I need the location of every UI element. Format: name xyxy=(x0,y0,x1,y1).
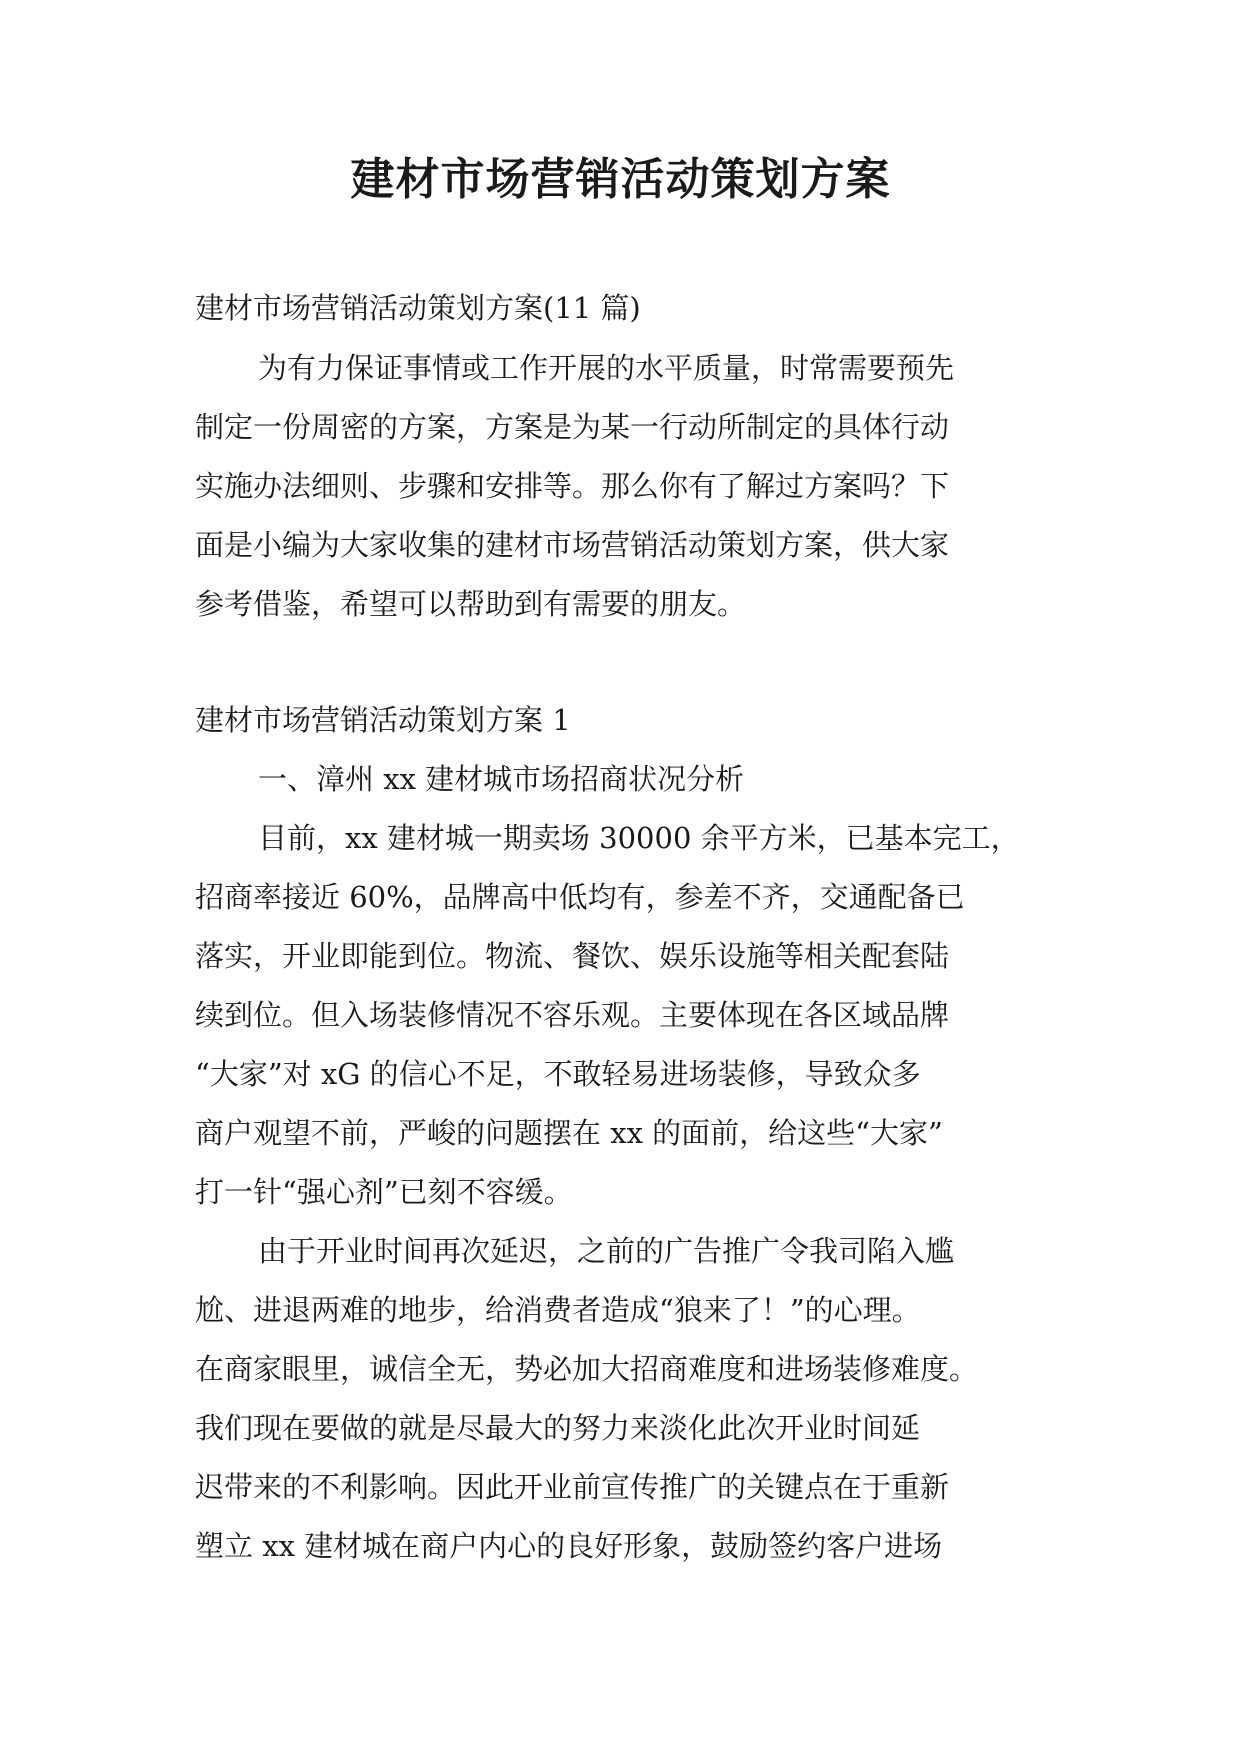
para1-line-4: 续到位。但入场装修情况不容乐观。主要体现在各区域品牌 xyxy=(195,998,950,1032)
para2-line-5: 迟带来的不利影响。因此开业前宣传推广的关键点在于重新 xyxy=(195,1470,950,1504)
para2-line-3: 在商家眼里，诚信全无，势必加大招商难度和进场装修难度。 xyxy=(195,1352,979,1386)
para1-line-5: “大家”对 xG 的信心不足，不敢轻易进场装修，导致众多 xyxy=(195,1057,921,1091)
section-1-subheading: 一、漳州 xx 建材城市场招商状况分析 xyxy=(258,762,745,796)
intro-line-3: 实施办法细则、步骤和安排等。那么你有了解过方案吗？下 xyxy=(195,469,950,503)
intro-line-4: 面是小编为大家收集的建材市场营销活动策划方案，供大家 xyxy=(195,528,950,562)
para2-line-1: 由于开业时间再次延迟，之前的广告推广令我司陷入尴 xyxy=(258,1234,955,1268)
intro-line-5: 参考借鉴，希望可以帮助到有需要的朋友。 xyxy=(195,587,747,621)
para1-line-7: 打一针“强心剂”已刻不容缓。 xyxy=(195,1175,573,1209)
section-1-heading: 建材市场营销活动策划方案 1 xyxy=(195,703,571,737)
para1-line-1: 目前，xx 建材城一期卖场 30000 余平方米，已基本完工， xyxy=(258,821,1020,855)
intro-line-2: 制定一份周密的方案，方案是为某一行动所制定的具体行动 xyxy=(195,410,950,444)
document-subtitle: 建材市场营销活动策划方案(11 篇) xyxy=(195,291,641,325)
para1-line-6: 商户观望不前，严峻的问题摆在 xx 的面前，给这些“大家” xyxy=(195,1116,943,1150)
para2-line-4: 我们现在要做的就是尽最大的努力来淡化此次开业时间延 xyxy=(195,1411,921,1445)
para1-line-2: 招商率接近 60%，品牌高中低均有，参差不齐，交通配备已 xyxy=(195,880,965,914)
para2-line-2: 尬、进退两难的地步，给消费者造成“狼来了！”的心理。 xyxy=(195,1293,921,1327)
intro-line-1: 为有力保证事情或工作开展的水平质量，时常需要预先 xyxy=(258,351,955,385)
para1-line-3: 落实，开业即能到位。物流、餐饮、娱乐设施等相关配套陆 xyxy=(195,939,950,973)
para2-line-6: 塑立 xx 建材城在商户内心的良好形象，鼓励签约客户进场 xyxy=(195,1529,943,1563)
document-title: 建材市场营销活动策划方案 xyxy=(350,154,891,205)
